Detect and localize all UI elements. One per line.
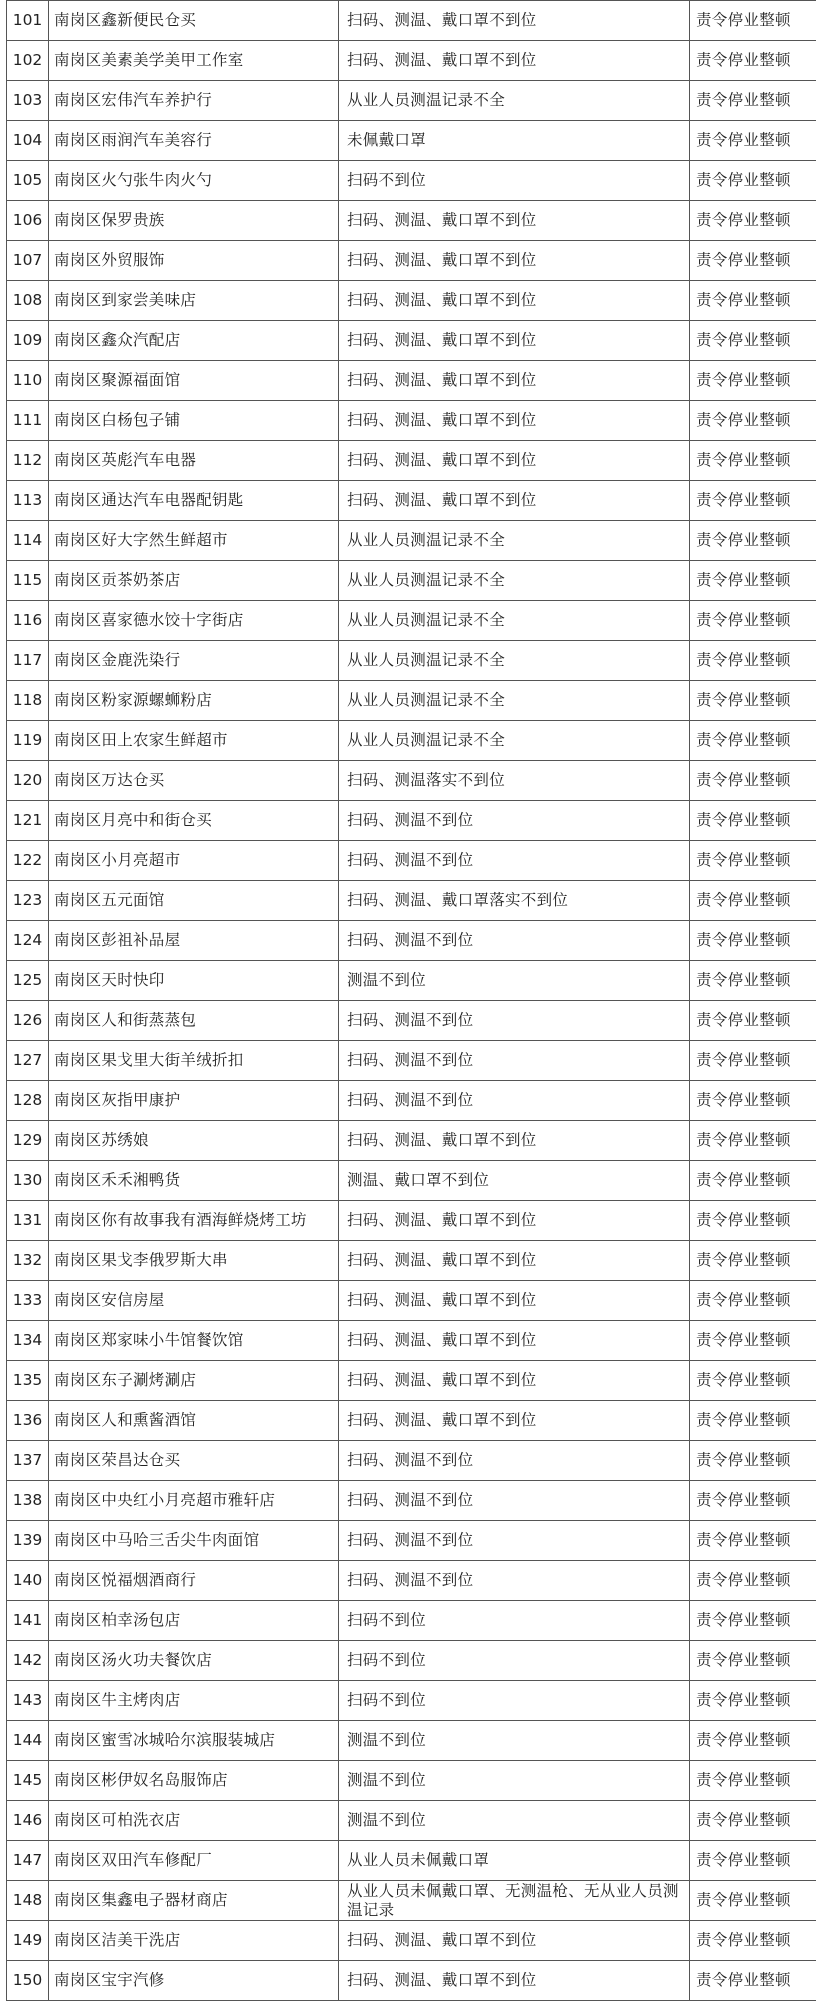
business-name-cell: 南岗区人和街蒸蒸包 [49, 1001, 339, 1041]
action-cell: 责令停业整顿 [690, 601, 816, 641]
table-row [7, 601, 816, 641]
issue-cell: 扫码、测温、戴口罩不到位 [339, 1361, 690, 1401]
table-row [7, 1761, 816, 1801]
row-number-cell: 111 [7, 401, 49, 441]
row-number-cell: 133 [7, 1281, 49, 1321]
row-number-cell: 116 [7, 601, 49, 641]
business-name-cell: 南岗区宝宇汽修 [49, 1961, 339, 2001]
action-cell: 责令停业整顿 [690, 1081, 816, 1121]
business-name-cell: 南岗区东子涮烤涮店 [49, 1361, 339, 1401]
action-cell: 责令停业整顿 [690, 1001, 816, 1041]
action-cell: 责令停业整顿 [690, 401, 816, 441]
action-cell: 责令停业整顿 [690, 1841, 816, 1881]
action-cell: 责令停业整顿 [690, 1681, 816, 1721]
business-name-cell: 南岗区果戈李俄罗斯大串 [49, 1241, 339, 1281]
business-name-cell: 南岗区果戈里大街羊绒折扣 [49, 1041, 339, 1081]
issue-cell: 扫码、测温、戴口罩不到位 [339, 41, 690, 81]
row-number-cell: 143 [7, 1681, 49, 1721]
row-number-cell: 102 [7, 41, 49, 81]
issue-cell: 测温不到位 [339, 1801, 690, 1841]
table-row [7, 1601, 816, 1641]
row-number-cell: 106 [7, 201, 49, 241]
action-cell: 责令停业整顿 [690, 361, 816, 401]
row-number-cell: 138 [7, 1481, 49, 1521]
action-cell: 责令停业整顿 [690, 1641, 816, 1681]
issue-cell: 扫码、测温不到位 [339, 1001, 690, 1041]
table-row [7, 1001, 816, 1041]
issue-cell: 扫码、测温、戴口罩不到位 [339, 481, 690, 521]
table-row [7, 281, 816, 321]
row-number-cell: 148 [7, 1881, 49, 1921]
business-name-cell: 南岗区到家尝美味店 [49, 281, 339, 321]
issue-cell: 扫码不到位 [339, 1641, 690, 1681]
issue-cell: 扫码、测温、戴口罩不到位 [339, 441, 690, 481]
business-name-cell: 南岗区郑家味小牛馆餐饮馆 [49, 1321, 339, 1361]
table-row [7, 1681, 816, 1721]
row-number-cell: 141 [7, 1601, 49, 1641]
issue-cell: 从业人员测温记录不全 [339, 721, 690, 761]
row-number-cell: 126 [7, 1001, 49, 1041]
issue-cell: 扫码、测温、戴口罩不到位 [339, 1321, 690, 1361]
action-cell: 责令停业整顿 [690, 441, 816, 481]
business-name-cell: 南岗区洁美干洗店 [49, 1921, 339, 1961]
action-cell: 责令停业整顿 [690, 1321, 816, 1361]
action-cell: 责令停业整顿 [690, 761, 816, 801]
issue-cell: 测温不到位 [339, 961, 690, 1001]
business-name-cell: 南岗区中央红小月亮超市雅轩店 [49, 1481, 339, 1521]
issue-cell: 扫码、测温、戴口罩不到位 [339, 1281, 690, 1321]
action-cell: 责令停业整顿 [690, 1, 816, 41]
row-number-cell: 132 [7, 1241, 49, 1281]
row-number-cell: 101 [7, 1, 49, 41]
issue-cell: 扫码、测温、戴口罩不到位 [339, 1201, 690, 1241]
row-number-cell: 127 [7, 1041, 49, 1081]
table-body [7, 1, 816, 2001]
issue-cell: 测温、戴口罩不到位 [339, 1161, 690, 1201]
action-cell: 责令停业整顿 [690, 1201, 816, 1241]
row-number-cell: 122 [7, 841, 49, 881]
table-row [7, 81, 816, 121]
row-number-cell: 114 [7, 521, 49, 561]
action-cell: 责令停业整顿 [690, 1281, 816, 1321]
action-cell: 责令停业整顿 [690, 1241, 816, 1281]
business-name-cell: 南岗区保罗贵族 [49, 201, 339, 241]
issue-cell: 未佩戴口罩 [339, 121, 690, 161]
row-number-cell: 110 [7, 361, 49, 401]
business-name-cell: 南岗区悦福烟酒商行 [49, 1561, 339, 1601]
issue-cell: 从业人员测温记录不全 [339, 681, 690, 721]
business-name-cell: 南岗区鑫新便民仓买 [49, 1, 339, 41]
action-cell: 责令停业整顿 [690, 681, 816, 721]
issue-cell: 从业人员未佩戴口罩、无测温枪、无从业人员测温记录 [339, 1881, 690, 1921]
issue-cell: 从业人员测温记录不全 [339, 641, 690, 681]
business-name-cell: 南岗区中马哈三舌尖牛肉面馆 [49, 1521, 339, 1561]
action-cell: 责令停业整顿 [690, 1881, 816, 1921]
business-name-cell: 南岗区天时快印 [49, 961, 339, 1001]
table-row [7, 801, 816, 841]
action-cell: 责令停业整顿 [690, 1761, 816, 1801]
table-row [7, 121, 816, 161]
table-row [7, 1401, 816, 1441]
issue-cell: 扫码、测温、戴口罩落实不到位 [339, 881, 690, 921]
issue-cell: 扫码、测温、戴口罩不到位 [339, 1241, 690, 1281]
row-number-cell: 129 [7, 1121, 49, 1161]
row-number-cell: 144 [7, 1721, 49, 1761]
issue-cell: 从业人员测温记录不全 [339, 81, 690, 121]
row-number-cell: 103 [7, 81, 49, 121]
table-row [7, 1721, 816, 1761]
issue-cell: 扫码、测温不到位 [339, 1561, 690, 1601]
row-number-cell: 131 [7, 1201, 49, 1241]
table-row [7, 721, 816, 761]
action-cell: 责令停业整顿 [690, 1721, 816, 1761]
row-number-cell: 124 [7, 921, 49, 961]
table-row [7, 1961, 816, 2001]
table-row [7, 41, 816, 81]
issue-cell: 扫码、测温、戴口罩不到位 [339, 1401, 690, 1441]
table-row [7, 241, 816, 281]
issue-cell: 扫码、测温不到位 [339, 1081, 690, 1121]
issue-cell: 扫码不到位 [339, 1681, 690, 1721]
action-cell: 责令停业整顿 [690, 1801, 816, 1841]
row-number-cell: 109 [7, 321, 49, 361]
issue-cell: 扫码、测温不到位 [339, 1481, 690, 1521]
action-cell: 责令停业整顿 [690, 801, 816, 841]
action-cell: 责令停业整顿 [690, 1561, 816, 1601]
business-name-cell: 南岗区汤火功夫餐饮店 [49, 1641, 339, 1681]
business-name-cell: 南岗区灰指甲康护 [49, 1081, 339, 1121]
action-cell: 责令停业整顿 [690, 721, 816, 761]
row-number-cell: 135 [7, 1361, 49, 1401]
issue-cell: 扫码、测温、戴口罩不到位 [339, 321, 690, 361]
row-number-cell: 125 [7, 961, 49, 1001]
issue-cell: 扫码、测温不到位 [339, 801, 690, 841]
row-number-cell: 120 [7, 761, 49, 801]
action-cell: 责令停业整顿 [690, 281, 816, 321]
business-name-cell: 南岗区可柏洗衣店 [49, 1801, 339, 1841]
issue-cell: 扫码、测温不到位 [339, 1041, 690, 1081]
issue-cell: 从业人员测温记录不全 [339, 561, 690, 601]
row-number-cell: 137 [7, 1441, 49, 1481]
table-row [7, 521, 816, 561]
business-name-cell: 南岗区喜家德水饺十字街店 [49, 601, 339, 641]
row-number-cell: 113 [7, 481, 49, 521]
issue-cell: 扫码、测温、戴口罩不到位 [339, 201, 690, 241]
business-name-cell: 南岗区牛主烤肉店 [49, 1681, 339, 1721]
issue-cell: 扫码、测温不到位 [339, 841, 690, 881]
table-row [7, 1, 816, 41]
issue-cell: 从业人员测温记录不全 [339, 601, 690, 641]
action-cell: 责令停业整顿 [690, 1041, 816, 1081]
business-name-cell: 南岗区人和熏酱酒馆 [49, 1401, 339, 1441]
business-name-cell: 南岗区贡茶奶茶店 [49, 561, 339, 601]
row-number-cell: 146 [7, 1801, 49, 1841]
table-row [7, 361, 816, 401]
action-cell: 责令停业整顿 [690, 841, 816, 881]
business-name-cell: 南岗区白杨包子铺 [49, 401, 339, 441]
table-row [7, 1161, 816, 1201]
action-cell: 责令停业整顿 [690, 121, 816, 161]
business-name-cell: 南岗区聚源福面馆 [49, 361, 339, 401]
business-name-cell: 南岗区英彪汽车电器 [49, 441, 339, 481]
business-name-cell: 南岗区你有故事我有酒海鲜烧烤工坊 [49, 1201, 339, 1241]
row-number-cell: 140 [7, 1561, 49, 1601]
row-number-cell: 150 [7, 1961, 49, 2001]
table-row [7, 1441, 816, 1481]
issue-cell: 扫码、测温、戴口罩不到位 [339, 281, 690, 321]
row-number-cell: 136 [7, 1401, 49, 1441]
table-row [7, 881, 816, 921]
business-name-cell: 南岗区田上农家生鲜超市 [49, 721, 339, 761]
table-row [7, 921, 816, 961]
issue-cell: 扫码、测温、戴口罩不到位 [339, 401, 690, 441]
business-name-cell: 南岗区柏幸汤包店 [49, 1601, 339, 1641]
action-cell: 责令停业整顿 [690, 1521, 816, 1561]
issue-cell: 测温不到位 [339, 1761, 690, 1801]
business-name-cell: 南岗区彭祖补品屋 [49, 921, 339, 961]
row-number-cell: 123 [7, 881, 49, 921]
table-row [7, 1041, 816, 1081]
table-row [7, 641, 816, 681]
table-row [7, 1481, 816, 1521]
issue-cell: 扫码、测温落实不到位 [339, 761, 690, 801]
action-cell: 责令停业整顿 [690, 241, 816, 281]
issue-cell: 扫码、测温、戴口罩不到位 [339, 1121, 690, 1161]
action-cell: 责令停业整顿 [690, 1481, 816, 1521]
row-number-cell: 115 [7, 561, 49, 601]
table-row [7, 761, 816, 801]
issue-cell: 扫码、测温、戴口罩不到位 [339, 361, 690, 401]
business-name-cell: 南岗区宏伟汽车养护行 [49, 81, 339, 121]
business-name-cell: 南岗区火勺张牛肉火勺 [49, 161, 339, 201]
table-row [7, 201, 816, 241]
row-number-cell: 112 [7, 441, 49, 481]
table-row [7, 681, 816, 721]
row-number-cell: 118 [7, 681, 49, 721]
table-row [7, 1561, 816, 1601]
business-name-cell: 南岗区小月亮超市 [49, 841, 339, 881]
business-name-cell: 南岗区雨润汽车美容行 [49, 121, 339, 161]
issue-cell: 扫码不到位 [339, 1601, 690, 1641]
violations-table [6, 0, 816, 2001]
action-cell: 责令停业整顿 [690, 921, 816, 961]
action-cell: 责令停业整顿 [690, 321, 816, 361]
table-row [7, 161, 816, 201]
table-row [7, 1841, 816, 1881]
row-number-cell: 117 [7, 641, 49, 681]
business-name-cell: 南岗区五元面馆 [49, 881, 339, 921]
table-row [7, 1241, 816, 1281]
table-row [7, 481, 816, 521]
action-cell: 责令停业整顿 [690, 1921, 816, 1961]
table-row [7, 1881, 816, 1921]
issue-cell: 扫码、测温、戴口罩不到位 [339, 241, 690, 281]
issue-cell: 扫码不到位 [339, 161, 690, 201]
issue-cell: 从业人员未佩戴口罩 [339, 1841, 690, 1881]
action-cell: 责令停业整顿 [690, 41, 816, 81]
business-name-cell: 南岗区集鑫电子器材商店 [49, 1881, 339, 1921]
table-row [7, 401, 816, 441]
business-name-cell: 南岗区外贸服饰 [49, 241, 339, 281]
business-name-cell: 南岗区粉家源螺蛳粉店 [49, 681, 339, 721]
row-number-cell: 108 [7, 281, 49, 321]
issue-cell: 测温不到位 [339, 1721, 690, 1761]
table-row [7, 1801, 816, 1841]
business-name-cell: 南岗区安信房屋 [49, 1281, 339, 1321]
table-row [7, 1081, 816, 1121]
action-cell: 责令停业整顿 [690, 881, 816, 921]
row-number-cell: 149 [7, 1921, 49, 1961]
table-row [7, 1321, 816, 1361]
row-number-cell: 130 [7, 1161, 49, 1201]
table-row [7, 561, 816, 601]
action-cell: 责令停业整顿 [690, 481, 816, 521]
action-cell: 责令停业整顿 [690, 1961, 816, 2001]
business-name-cell: 南岗区美素美学美甲工作室 [49, 41, 339, 81]
action-cell: 责令停业整顿 [690, 161, 816, 201]
business-name-cell: 南岗区万达仓买 [49, 761, 339, 801]
table-row [7, 1281, 816, 1321]
row-number-cell: 107 [7, 241, 49, 281]
business-name-cell: 南岗区荣昌达仓买 [49, 1441, 339, 1481]
issue-cell: 扫码、测温、戴口罩不到位 [339, 1961, 690, 2001]
row-number-cell: 119 [7, 721, 49, 761]
table-row [7, 1121, 816, 1161]
action-cell: 责令停业整顿 [690, 1601, 816, 1641]
row-number-cell: 142 [7, 1641, 49, 1681]
table-row [7, 841, 816, 881]
business-name-cell: 南岗区通达汽车电器配钥匙 [49, 481, 339, 521]
table-row [7, 1641, 816, 1681]
issue-cell: 扫码、测温不到位 [339, 921, 690, 961]
issue-cell: 扫码、测温、戴口罩不到位 [339, 1921, 690, 1961]
action-cell: 责令停业整顿 [690, 1361, 816, 1401]
business-name-cell: 南岗区金鹿洗染行 [49, 641, 339, 681]
table-row [7, 961, 816, 1001]
table-row [7, 1921, 816, 1961]
action-cell: 责令停业整顿 [690, 1161, 816, 1201]
table-row [7, 321, 816, 361]
business-name-cell: 南岗区禾禾湘鸭货 [49, 1161, 339, 1201]
action-cell: 责令停业整顿 [690, 961, 816, 1001]
row-number-cell: 139 [7, 1521, 49, 1561]
table-row [7, 1361, 816, 1401]
business-name-cell: 南岗区月亮中和街仓买 [49, 801, 339, 841]
business-name-cell: 南岗区苏绣娘 [49, 1121, 339, 1161]
row-number-cell: 121 [7, 801, 49, 841]
action-cell: 责令停业整顿 [690, 1401, 816, 1441]
action-cell: 责令停业整顿 [690, 521, 816, 561]
issue-cell: 扫码、测温不到位 [339, 1441, 690, 1481]
row-number-cell: 145 [7, 1761, 49, 1801]
row-number-cell: 105 [7, 161, 49, 201]
issue-cell: 扫码、测温、戴口罩不到位 [339, 1, 690, 41]
issue-cell: 扫码、测温不到位 [339, 1521, 690, 1561]
action-cell: 责令停业整顿 [690, 561, 816, 601]
row-number-cell: 134 [7, 1321, 49, 1361]
action-cell: 责令停业整顿 [690, 641, 816, 681]
row-number-cell: 104 [7, 121, 49, 161]
action-cell: 责令停业整顿 [690, 81, 816, 121]
table-row [7, 1521, 816, 1561]
business-name-cell: 南岗区彬伊奴名岛服饰店 [49, 1761, 339, 1801]
business-name-cell: 南岗区蜜雪冰城哈尔滨服装城店 [49, 1721, 339, 1761]
row-number-cell: 128 [7, 1081, 49, 1121]
business-name-cell: 南岗区鑫众汽配店 [49, 321, 339, 361]
business-name-cell: 南岗区好大字然生鲜超市 [49, 521, 339, 561]
action-cell: 责令停业整顿 [690, 201, 816, 241]
table-row [7, 441, 816, 481]
action-cell: 责令停业整顿 [690, 1441, 816, 1481]
action-cell: 责令停业整顿 [690, 1121, 816, 1161]
business-name-cell: 南岗区双田汽车修配厂 [49, 1841, 339, 1881]
table-row [7, 1201, 816, 1241]
issue-cell: 从业人员测温记录不全 [339, 521, 690, 561]
row-number-cell: 147 [7, 1841, 49, 1881]
